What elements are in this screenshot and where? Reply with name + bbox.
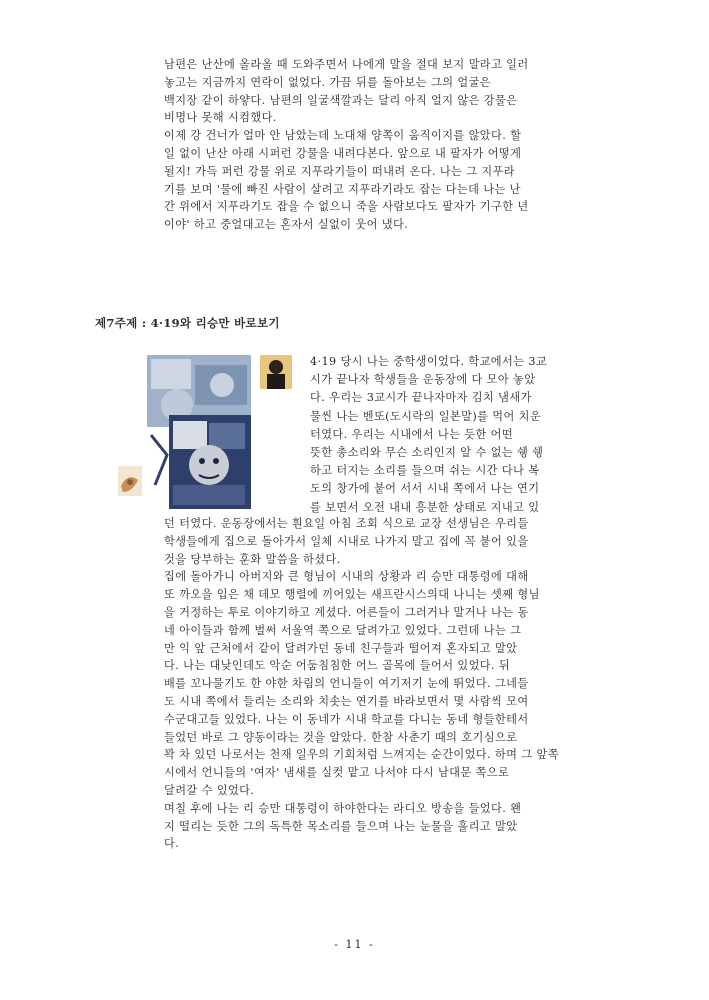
paragraph-1: 남편은 난산에 올라올 때 도와주면서 나에게 말을 절대 보지 말라고 일러 놓고는 지금까지 연락이 없었다. 가끔 뒤를 돌아보는 그의 얼굴은 백지장 같이 하얗다. 남편의 일굴색깔과는 달리 아직 얼지 않은 강물은 비명나 못해 시컴했다. 이제 강 건너가 얼마 안 남았는데 노대채 양쪽이 움직이지를 않았다. 할 일 없이 난산 아래 시퍼런 강물을 내려다본다. 앞으로 내 팔자가 어떻게 될지! 가득 퍼런 강물 위로 지푸라기들이 떠내려 온다. 나는 그 지푸라 기를 보며 '물에 빠진 사람이 살려고 지푸라기라도 잡는 다는데 나는 난 간 위에서 지푸라기도 잡을 수 없으니 죽을 사람보다도 팔자가 기구한 년 이야' 하고 중얼대고는 혼자서 실없이 웃어 냈다. [164,58,529,232]
section-heading: 제7주제 : 4·19와 리승만 바로보기 [95,316,280,330]
portrait-thumb-icon [260,355,292,389]
small-sketch-icon [118,466,142,496]
paragraph-2-full: 던 터였다. 운동장에서는 훤요일 아침 조회 식으로 교장 선생님은 우리들 학생들에게 집으로 돌아가서 일체 시내로 나가지 말고 집에 꼭 붙어 있을 것을 당부하는 훈화 말씀을 하셨다. 집에 돌아가니 아버지와 큰 형님이 시내의 상황과 리 승만 대통령에 대해 또 까오을 입은 채 데모 행렬에 끼어있는 새프란시스의대 나니는 셋째 형님 을 거정하는 투로 이야기하고 계셨다. 어른들이 그러거나 말거나 나는 동 네 아이들과 함께 벌써 서울역 쪽으로 달려가고 있었다. 그런데 나는 그 만 익 앞 근처에서 같이 달려가던 동네 친구들과 떨어져 혼자되고 말았 다. 나는 대낮인데도 악순 어둠침침한 어느 골목에 들어서 있었다. 뒤 배를 꼬나물기도 한 야한 차림의 언니들이 여기저기 눈에 뛰었다. 그네들 도 시내 쪽에서 들리는 소리와 치솟는 연기를 바라보면서 몇 사람씩 모여 수군대고들 있었다. 나는 이 동네가 시내 학교를 다니는 동네 형들한테서 들었던 바로 그 양동이라는 것을 알았다. 한참 사춘기 때의 호기심으로 꽉 차 있던 나로서는 천재 일우의 기회처럼 느껴지는 순간이었다. 하며 그 앞쪽 시에서 언니들의 '여자' 냄새를 실컷 맡고 나서야 다시 남대문 쪽으로 달려갈 수 있었다. 며칠 후에 나는 리 승만 대통령이 하야한다는 라디오 방송을 들었다. 왠 지 떨리는 듯한 그의 독특한 목소리를 들으며 나는 눈물을 흘리고 말았 다. [164,517,559,851]
paragraph-2-wrapped: 4·19 당시 나는 중학생이었다. 학교에서는 3교 시가 끝나자 학생들을 운동장에 다 모아 놓았 다. 우리는 3교시가 끝나자마자 김치 냄새가 물씬 나는 벤또(도시락의 일본말)를 먹어 치운 터였다. 우리는 시내에서 나는 듯한 어떤 뜻한 총소리와 무슨 소리인지 알 수 없는 쉥 쉥 하고 터지는 소리를 들으며 쉬는 시간 다나 복 도의 창가에 붙어 서서 시내 쪽에서 나는 연기 를 보면서 오전 내내 흥분한 상태로 지내고 있 [310,355,548,514]
page-number: - 11 - [334,938,375,951]
painting-main-icon [147,355,251,509]
